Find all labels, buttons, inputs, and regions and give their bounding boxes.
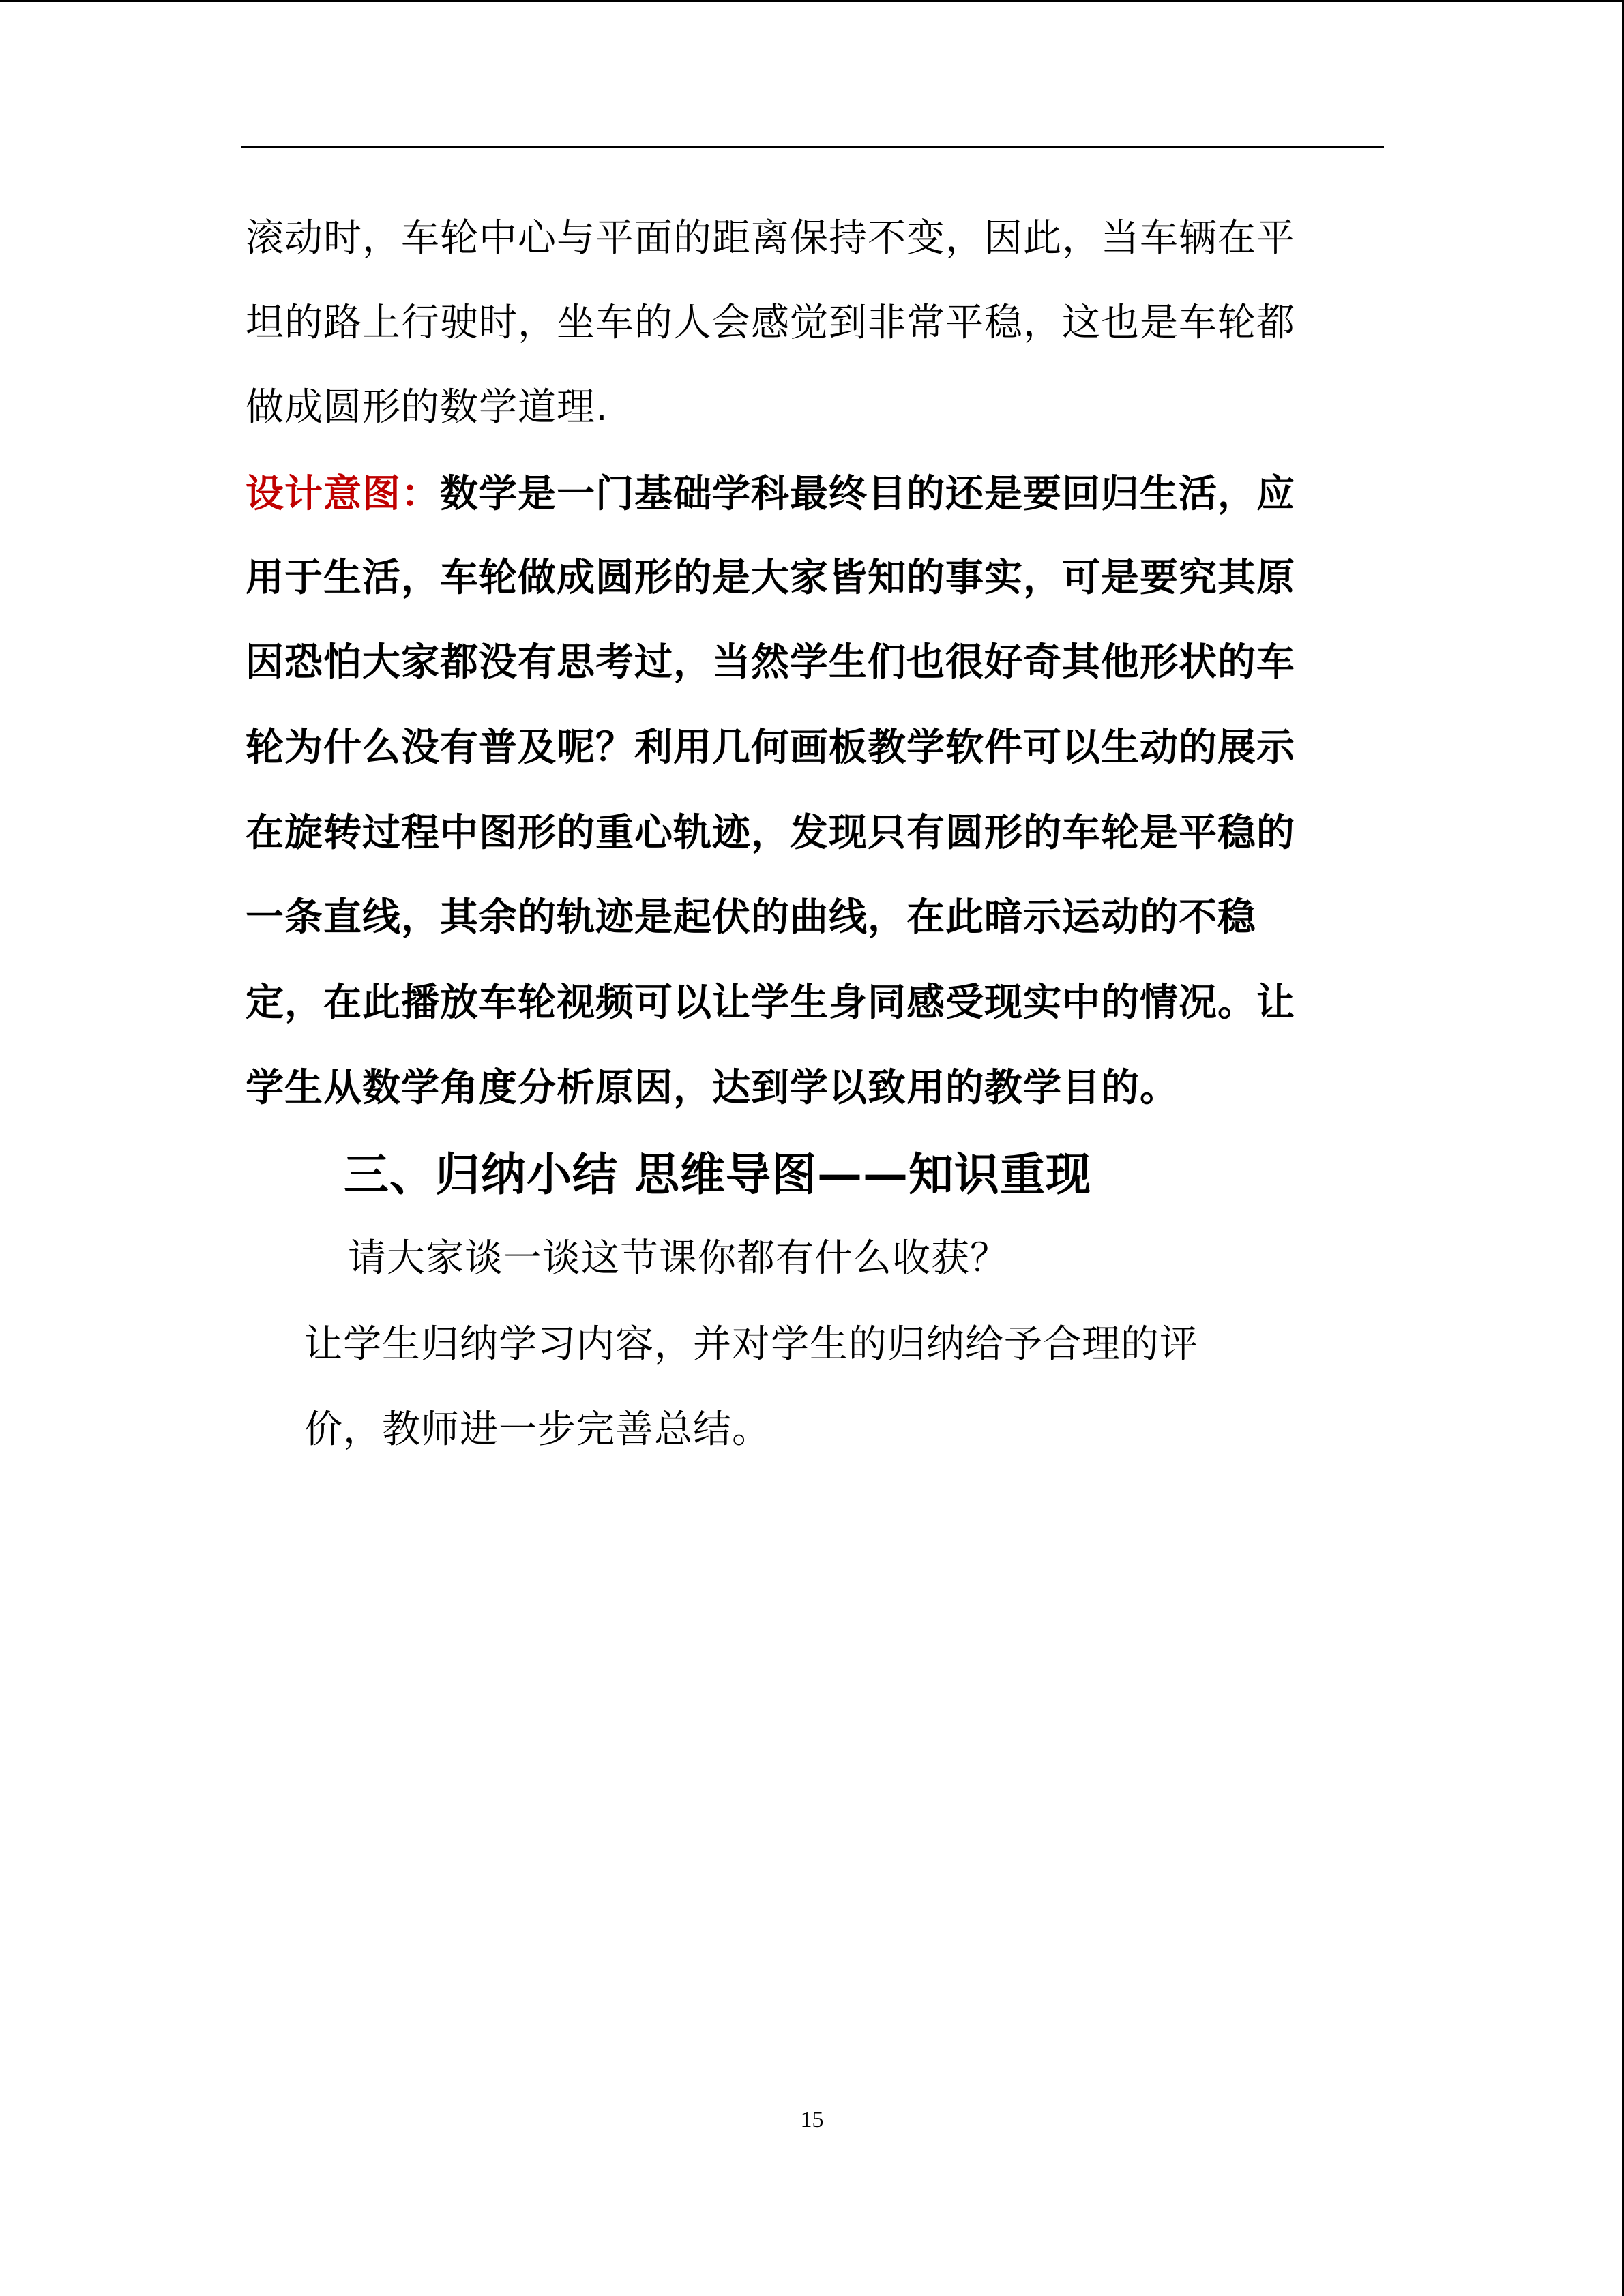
design-intent-line: 因恐怕大家都没有思考过，当然学生们也很好奇其他形状的车 xyxy=(246,640,1295,685)
design-intent-line: 定，在此播放车轮视频可以让学生身同感受现实中的情况。让 xyxy=(246,981,1295,1025)
paragraph-line: 滚动时，车轮中心与平面的距离保持不变，因此，当车辆在平 xyxy=(246,216,1295,260)
design-intent-line: 用于生活，车轮做成圆形的是大家皆知的事实，可是要究其原 xyxy=(246,556,1295,600)
design-intent-line: 轮为什么没有普及呢？利用几何画板教学软件可以生动的展示 xyxy=(246,726,1295,770)
page-border-top xyxy=(0,0,1624,2)
summary-line: 让学生归纳学习内容，并对学生的归纳给予合理的评 xyxy=(304,1322,1198,1367)
design-intent-line: 一条直线，其余的轨迹是起伏的曲线，在此暗示运动的不稳 xyxy=(246,895,1256,940)
design-intent-label: 设计意图： xyxy=(246,472,440,516)
paragraph-line: 做成圆形的数学道理. xyxy=(246,385,608,430)
design-intent-line: 在旋转过程中图形的重心轨迹，发现只有圆形的车轮是平稳的 xyxy=(246,811,1295,855)
design-intent-first-line xyxy=(246,472,1295,516)
header-rule xyxy=(241,146,1384,148)
design-intent-line: 学生从数学角度分析原因，达到学以致用的教学目的。 xyxy=(246,1066,1179,1110)
page-number: 15 xyxy=(800,2107,824,2132)
section-heading: 三、归纳小结 思维导图——知识重现 xyxy=(344,1148,1091,1201)
design-intent-text: 数学是一门基础学科最终目的还是要回归生活，应 xyxy=(440,472,1295,516)
paragraph-line: 坦的路上行驶时，坐车的人会感觉到非常平稳，这也是车轮都 xyxy=(246,301,1295,345)
summary-line: 价，教师进一步完善总结。 xyxy=(304,1407,771,1452)
summary-question: 请大家谈一谈这节课你都有什么收获？ xyxy=(348,1236,1009,1281)
